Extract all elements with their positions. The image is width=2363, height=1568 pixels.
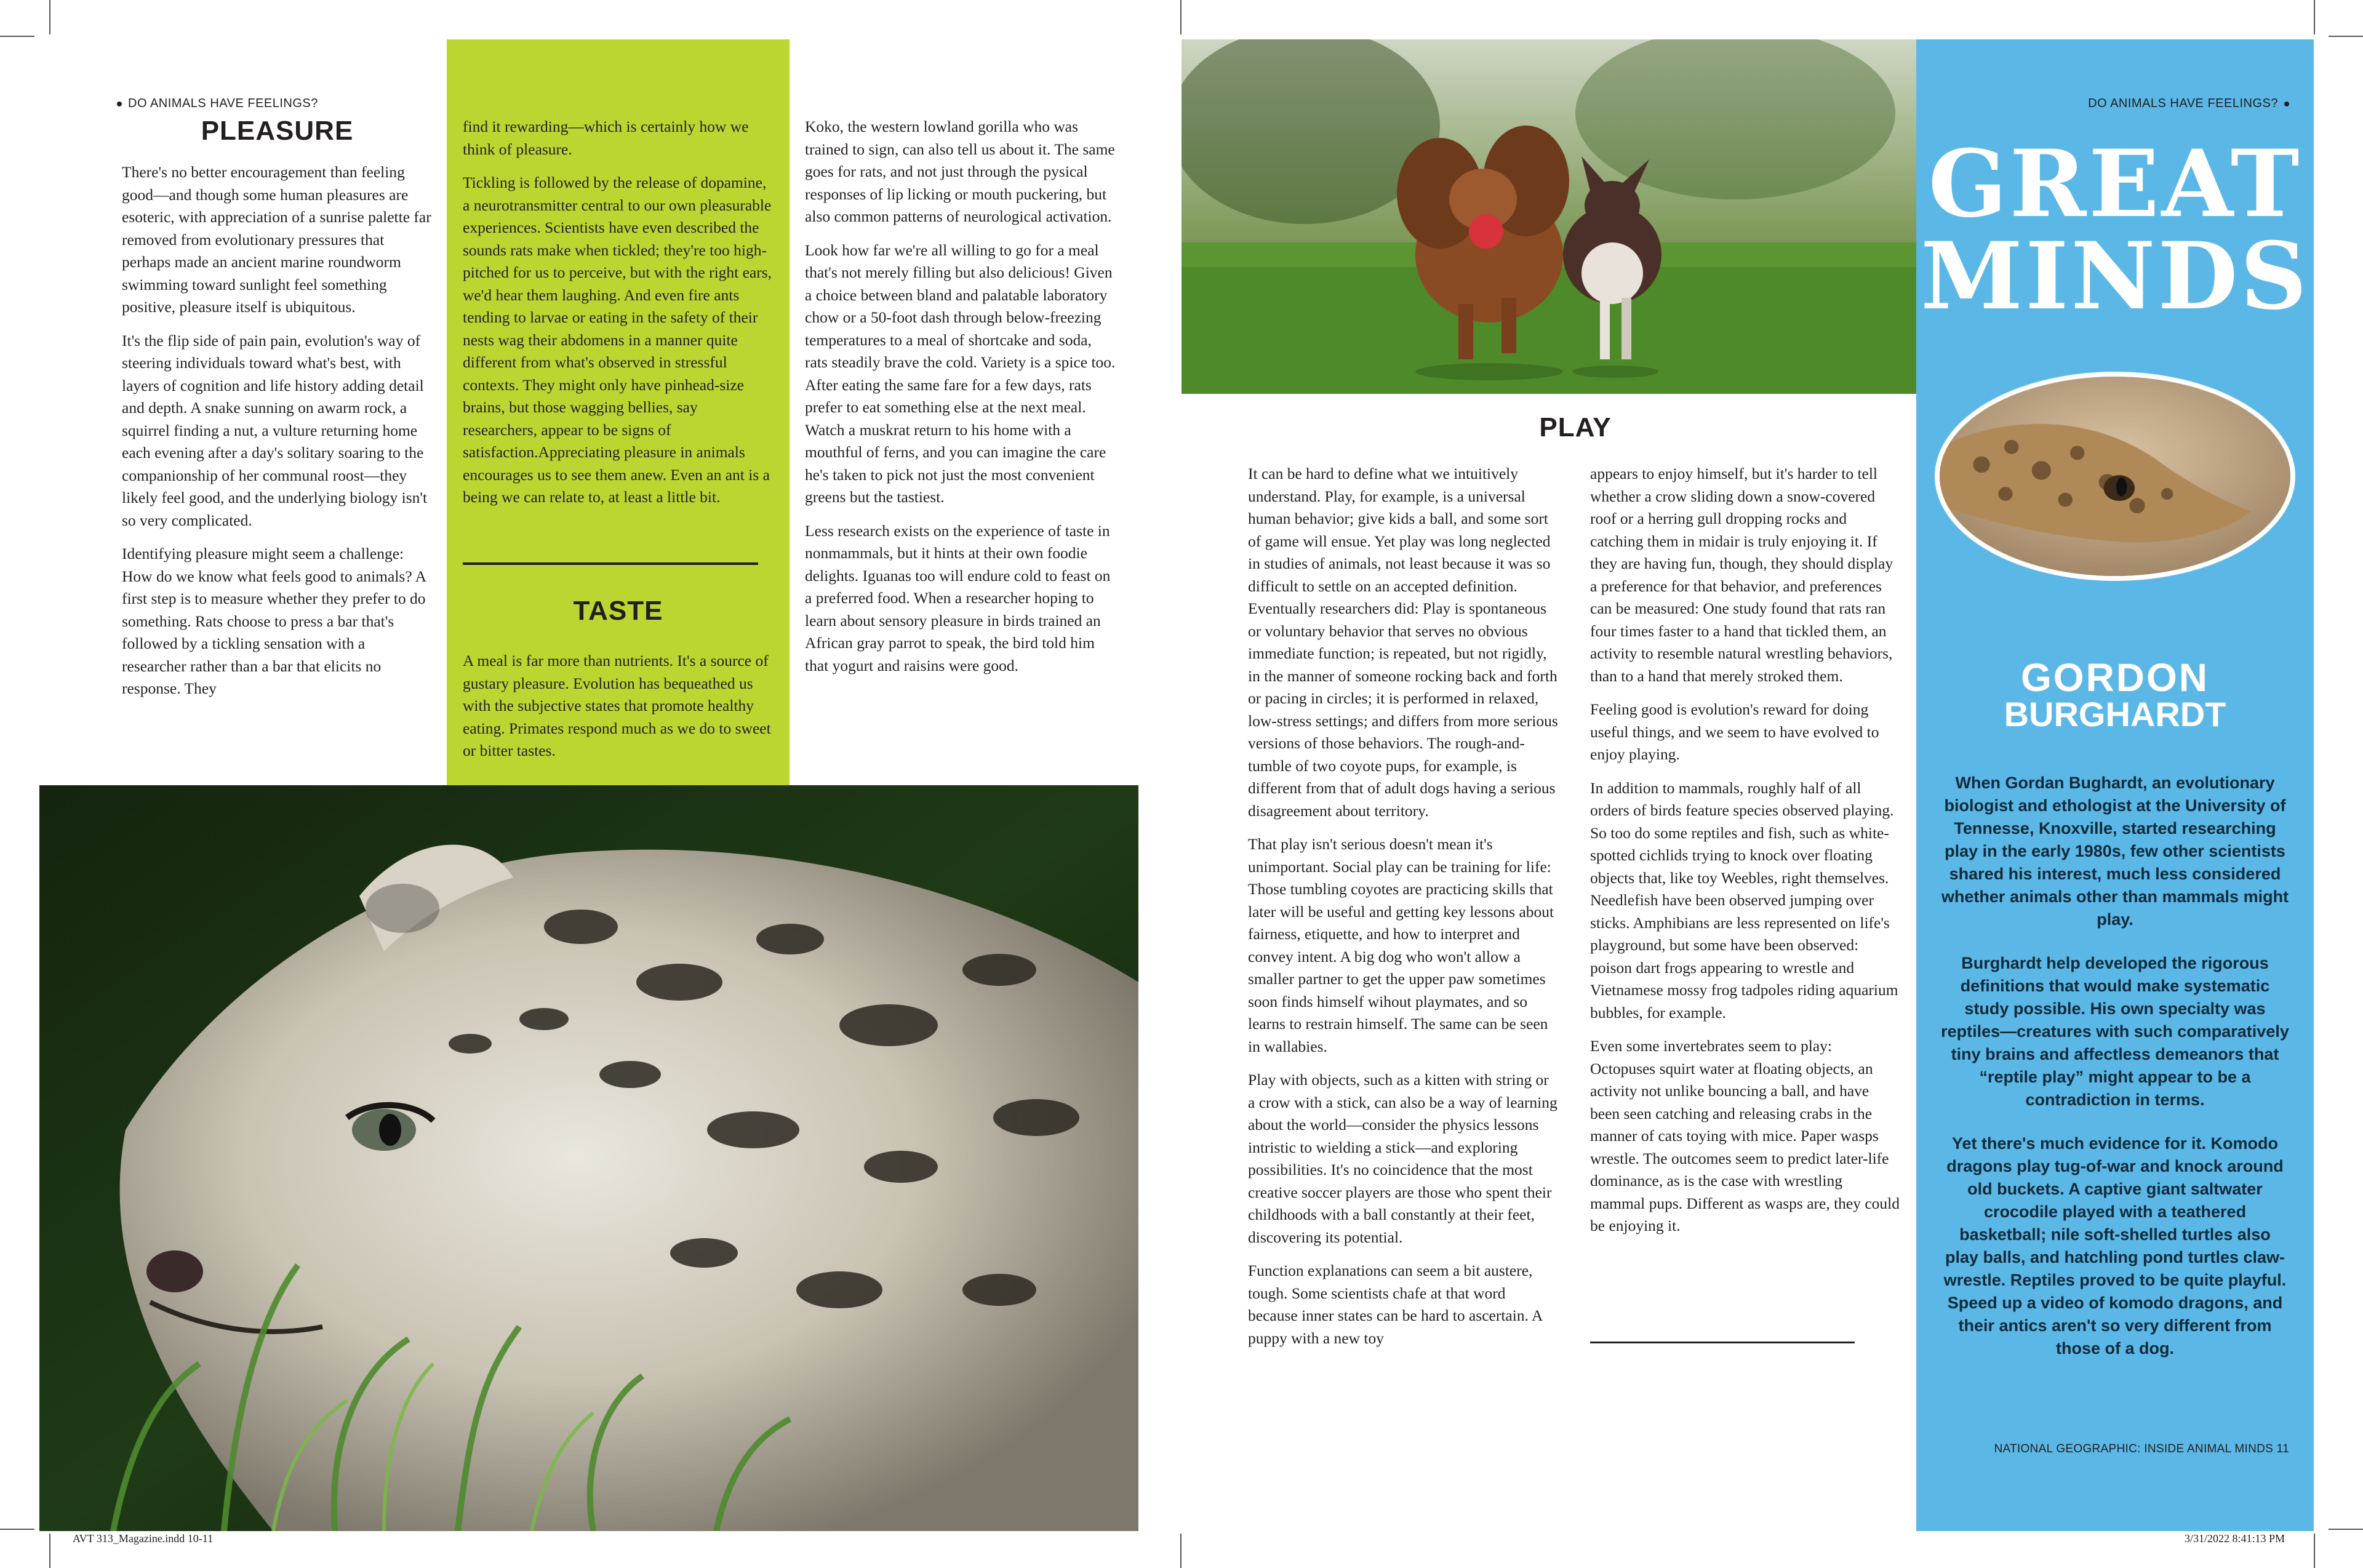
body-paragraph: Even some invertebrates seem to play: Octopuses squirt water at floating objects, an activity not unlike bouncing a ball, and have been seen catching and releasing crabs in the manner of cats toying with mice. Paper wasps wrestle. The outcomes seem to predict later-life dominance, as is the case with wrestling mammal pups. Different as wasps are, they could be enjoying it. xyxy=(1590,1037,1900,1234)
crop-mark xyxy=(0,1529,34,1530)
play-column-2 xyxy=(1590,463,1901,1324)
body-paragraph: Feeling good is evolution's reward for doing useful things, and we seem to have evolved to enjoy playing. xyxy=(1590,700,1879,763)
bullet-icon xyxy=(117,102,122,106)
crop-mark xyxy=(2329,1529,2363,1530)
sidebar-name-first: GORDON xyxy=(2021,655,2209,700)
body-paragraph: Identifying pleasure might seem a challenge: How do we know what feels good to animals? A first step is to measure whether they prefer to do something. Rats choose to press a bar that's followed by a tickling sensation with a researcher rather than a bar that elicits no response. They xyxy=(122,545,426,697)
crop-mark xyxy=(2329,36,2363,37)
play-column-1 xyxy=(1248,463,1559,1435)
taste-column-text xyxy=(463,650,774,779)
running-dogs-photo xyxy=(1182,39,1916,394)
body-paragraph: Function explanations can seem a bit austere, tough. Some scientists chafe at that word because inner states can be hard to ascertain. A puppy with a new toy xyxy=(1248,1262,1542,1347)
slug-right: 3/31/2022 8:41:13 PM xyxy=(2185,1532,2285,1545)
body-paragraph: Koko, the western lowland gorilla who was trained to sign, can also tell us about it. The same goes for rats, and not just through the pysical responses of lip licking or mouth puckering, but also common patterns of neurological activation. xyxy=(805,118,1115,225)
play-heading: PLAY xyxy=(1539,412,1612,442)
sidebar-body xyxy=(1941,772,2289,1381)
sidebar-paragraph: When Gordan Bughardt, an evolutionary biologist and ethologist at the University of Tennesse, Knoxville, started researching play in the early 1980s, few other scientists shared his interest, much less considered whether animals other than mammals might play. xyxy=(1941,774,2289,929)
crop-mark xyxy=(0,36,34,37)
body-paragraph: That play isn't serious doesn't mean it's unimportant. Social play can be training for life: Those tumbling coyotes are practicing skills that later will be useful and getting key lessons about fairness, etiquette, and how to interpret and convey intent. A big dog who won't allow a smaller partner to get the upper paw sometimes soon finds himself wihout playmates, and so learns to restrain himself. The same can be seen in wallabies. xyxy=(1248,835,1554,1055)
running-head-left: DO ANIMALS HAVE FEELINGS? xyxy=(117,97,318,111)
body-paragraph: There's no better encouragement than feeling good—and though some human pleasures are esoteric, with appreciation of a sunrise palette far removed from evolutionary pressures that perhaps made an ancient marine roundworm swimming toward sunlight feel something positive, pleasure itself is ubiquitous. xyxy=(122,163,431,316)
gecko-photo xyxy=(1935,372,2295,581)
body-paragraph: Less research exists on the experience of taste in nonmammals, but it hints at their own foodie delights. Iguanas too will endure cold to feast on a preferred food. When a researcher hoping to learn about sensory pleasure in birds trained an African gray parrot to speak, the bird told him that yogurt and raisins were good. xyxy=(805,521,1111,674)
crop-mark xyxy=(49,1534,50,1568)
green-column-text xyxy=(463,116,774,571)
snow-leopard-photo xyxy=(39,785,1138,1531)
crop-mark xyxy=(2314,0,2315,34)
sidebar-paragraph: Yet there's much evidence for it. Komodo dragons play tug-of-war and knock around old buckets. A captive giant saltwater crocodile played with a teathered basketball; nile soft-shelled turtles also play balls, and hatchling pond turtles claw-wrestle. Reptiles proved to be quite playful. Speed up a video of komodo dragons, and their antics aren't so very different from those of a dog. xyxy=(1943,1134,2287,1358)
section-divider xyxy=(463,562,758,565)
sidebar-name-last: BURGHARDT xyxy=(2004,695,2226,734)
body-paragraph: appears to enjoy himself, but it's harder to tell whether a crow sliding down a snow-covered roof or a herring gull dropping rocks and catching them in midair is truly enjoying it. If they are having fun, though, they should display a preference for that behavior, and preferences can be measured: One study found that rats ran four times faster to a hand that tickled them, an activity to resemble natural wrestling behaviors, than to a hand that merely stroked them. xyxy=(1590,465,1893,685)
body-paragraph: A meal is far more than nutrients. It's a source of gustary pleasure. Evolution has bequeathed us with the subjective states that promote healthy eating. Primates respond much as we do to sweet or bitter tastes. xyxy=(463,652,771,759)
taste-column-2 xyxy=(805,116,1116,763)
great-minds-sidebar xyxy=(1916,39,2314,1531)
crop-mark xyxy=(1180,0,1182,34)
section-divider xyxy=(1590,1342,1855,1343)
body-paragraph: find it rewarding—which is certainly how we think of pleasure. xyxy=(463,118,749,158)
sidebar-running-head: DO ANIMALS HAVE FEELINGS? xyxy=(2088,97,2289,111)
body-paragraph: Play with objects, such as a kitten with string or a crow with a stick, can also be a way of learning about the world—consider the physics lessons intristic to wielding a stick—and exploring possibilities. It's no coincidence that the most creative soccer players are those who spent their childhoods with a ball constantly at their feet, discovering its potential. xyxy=(1248,1071,1557,1246)
slug-left: AVT 313_Magazine.indd 10-11 xyxy=(73,1532,214,1545)
crop-mark xyxy=(49,0,50,34)
taste-heading: TASTE xyxy=(573,596,663,626)
body-paragraph: Look how far we're all willing to go for a meal that's not merely filling but also delicious! Given a choice between bland and palatable laboratory chow or a 50-foot dash through below-freezing temperatures to a meal of shortcake and soda, rats steadily brave the cold. Variety is a spice too. After eating the same fare for a few days, rats prefer to eat something else at the next meal. Watch a muskrat return to his home with a mouthful of ferns, and you can imagine the care he's taken to pick not just the most convenient greens but the tastiest. xyxy=(805,241,1116,506)
body-paragraph: It's the flip side of pain pain, evolution's way of steering individuals toward what's best, with layers of cognition and life history adding detail and depth. A snake sunning on awarm rock, a squirrel finding a nut, a vulture returning home each evening after a day's solitary soaring to the companionship of her communal roost—they likely feel good, and the underlying biology isn't so very complicated. xyxy=(122,331,428,529)
crop-mark xyxy=(2314,1534,2315,1568)
bullet-icon xyxy=(2284,102,2289,106)
sidebar-title-line2: MINDS xyxy=(1921,222,2309,330)
crop-mark xyxy=(1180,1534,1182,1568)
body-paragraph: It can be hard to define what we intuitively understand. Play, for example, is a universal human behavior; give kids a ball, and some sort of game will ensue. Yet play was long neglected in studies of animals, not least because it was so difficult to settle on an accepted definition. Eventually researchers did: Play is spontaneous or voluntary behavior that serves no obvious immediate function; is repeated, but not rigidly, in the manner of someone rocking back and forth or pacing in circles; it is performed in relaxed, low-stress settings; and differs from more serious versions of those behaviors. The rough-and-tumble of two coyote pups, for example, is different from that of adult dogs having a serious disagreement about territory. xyxy=(1248,465,1558,820)
sidebar-title-line1: GREAT xyxy=(1928,130,2302,238)
sidebar-paragraph: Burghardt help developed the rigorous definitions that would make systematic study possible. His own specialty was reptiles—creatures with such comparatively tiny brains and affectless demeanors that “reptile play” might appear to be a contradiction in terms. xyxy=(1941,954,2289,1109)
pleasure-column-1 xyxy=(122,161,433,777)
body-paragraph: Tickling is followed by the release of dopamine, a neurotransmitter central to our own pleasurable experiences. Scientists have even described the sounds rats make when tickled; they're too high-pitched for us to perceive, but with the right ears, we'd hear them laughing. And even fire ants tending to larvae or eating in the safety of their nests wag their abdomens in a manner quite different from what's observed in stressful contexts. They might only have pinhead-size brains, but those wagging bellies, say researchers, appear to be signs of satisfaction.Appreciating pleasure in animals encourages us to see them anew. Even an ant is a being we can relate to, at least a little bit. xyxy=(463,174,772,506)
folio: NATIONAL GEOGRAPHIC: INSIDE ANIMAL MINDS 11 xyxy=(1994,1442,2289,1455)
body-paragraph: In addition to mammals, roughly half of all orders of birds feature species observed playing. So too do some reptiles and fish, such as white-spotted cichlids trying to knock over floating objects that, like toy Weebles, right themselves. Needlefish have been observed jumping over sticks. Amphibians are less represented on life's playground, but some have been observed: poison dart frogs appearing to wrestle and Vietnamese mossy frog tadpoles riding aquarium bubbles, for example. xyxy=(1590,778,1898,1022)
pleasure-heading: PLEASURE xyxy=(201,116,354,146)
